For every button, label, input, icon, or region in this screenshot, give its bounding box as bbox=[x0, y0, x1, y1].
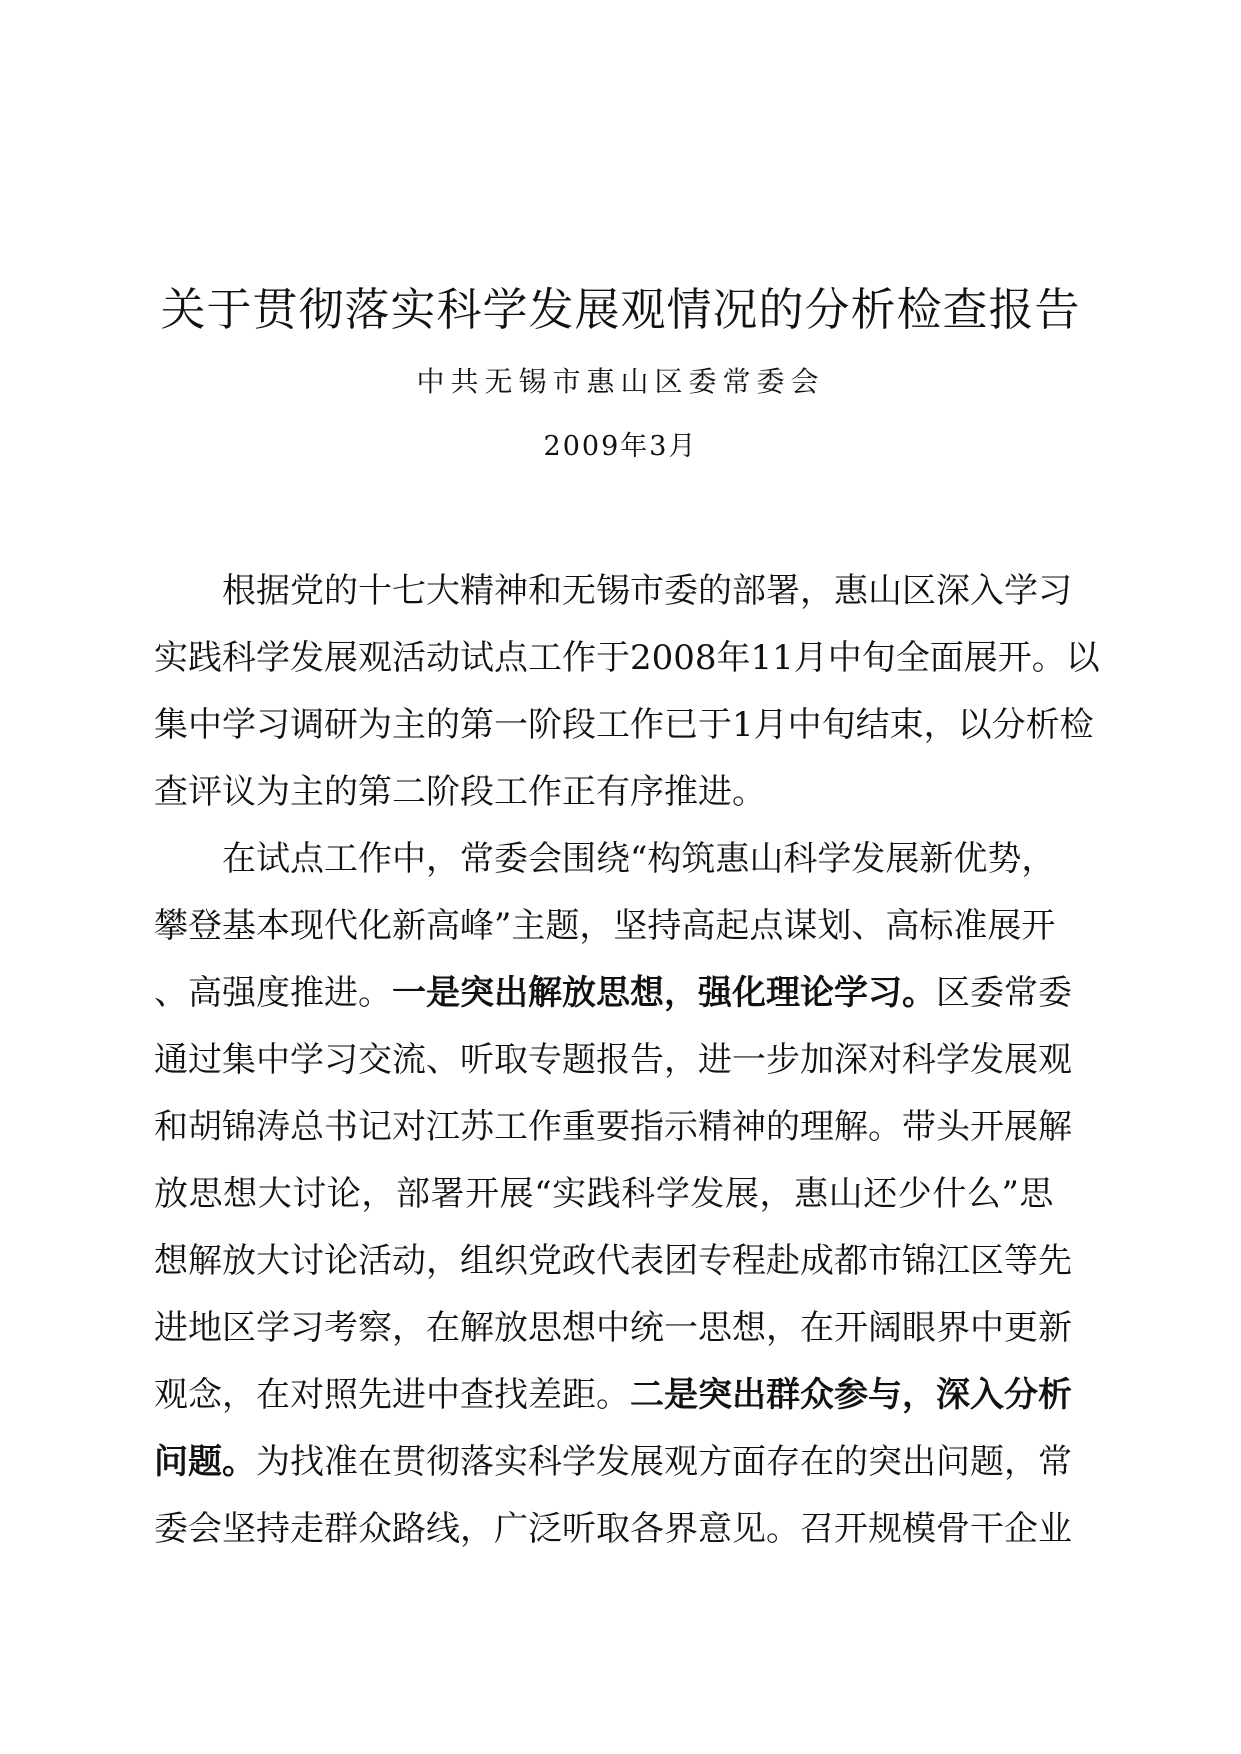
paragraph-1-line-2: 实践科学发展观活动试点工作于2008年11月中旬全面展开。以 bbox=[154, 638, 1100, 678]
paragraph-2-line-7: 想解放大讨论活动，组织党政代表团专程赴成都市锦江区等先 bbox=[154, 1241, 1072, 1281]
paragraph-2-line-3-text: 、高强度推进。 bbox=[154, 973, 392, 1013]
point-two-heading-part-1: 二是突出群众参与，深入分析 bbox=[630, 1375, 1072, 1415]
paragraph-2-line-11: 委会坚持走群众路线，广泛听取各界意见。召开规模骨干企业 bbox=[154, 1509, 1072, 1549]
paragraph-2-line-6: 放思想大讨论，部署开展“实践科学发展，惠山还少什么”思 bbox=[154, 1174, 1054, 1214]
paragraph-1-line-1: 根据党的十七大精神和无锡市委的部署，惠山区深入学习 bbox=[222, 571, 1072, 611]
paragraph-2-line-8: 进地区学习考察，在解放思想中统一思想，在开阔眼界中更新 bbox=[154, 1308, 1072, 1348]
paragraph-2-line-10 bbox=[154, 1429, 1072, 1496]
paragraph-2-line-5: 和胡锦涛总书记对江苏工作重要指示精神的理解。带头开展解 bbox=[154, 1107, 1072, 1147]
paragraph-2-line-9 bbox=[154, 1362, 1072, 1429]
paragraph-2-line-4: 通过集中学习交流、听取专题报告，进一步加深对科学发展观 bbox=[154, 1040, 1072, 1080]
document-organization: 中共无锡市惠山区委常委会 bbox=[416, 365, 825, 398]
paragraph-2-line-1: 在试点工作中，常委会围绕“构筑惠山科学发展新优势， bbox=[222, 839, 1056, 879]
paragraph-2-line-3-tail: 区委常委 bbox=[936, 973, 1072, 1013]
document-body bbox=[154, 558, 1100, 1563]
point-one-heading: 一是突出解放思想，强化理论学习。 bbox=[392, 973, 936, 1013]
paragraph-1-line-3: 集中学习调研为主的第一阶段工作已于1月中旬结束，以分析检 bbox=[154, 705, 1094, 745]
point-two-heading-part-2: 问题。 bbox=[154, 1442, 256, 1482]
paragraph-1-line-4: 查评议为主的第二阶段工作正有序推进。 bbox=[154, 772, 766, 812]
paragraph-2-line-10-text: 为找准在贯彻落实科学发展观方面存在的突出问题，常 bbox=[256, 1442, 1072, 1482]
paragraph-2-line-3 bbox=[154, 960, 1072, 1027]
document-date: 2009年3月 bbox=[543, 431, 698, 462]
paragraph-2-line-9-text: 观念，在对照先进中查找差距。 bbox=[154, 1375, 630, 1415]
paragraph-2-line-2: 攀登基本现代化新高峰”主题，坚持高起点谋划、高标准展开 bbox=[154, 906, 1056, 946]
document-title: 关于贯彻落实科学发展观情况的分析检查报告 bbox=[160, 283, 1081, 336]
